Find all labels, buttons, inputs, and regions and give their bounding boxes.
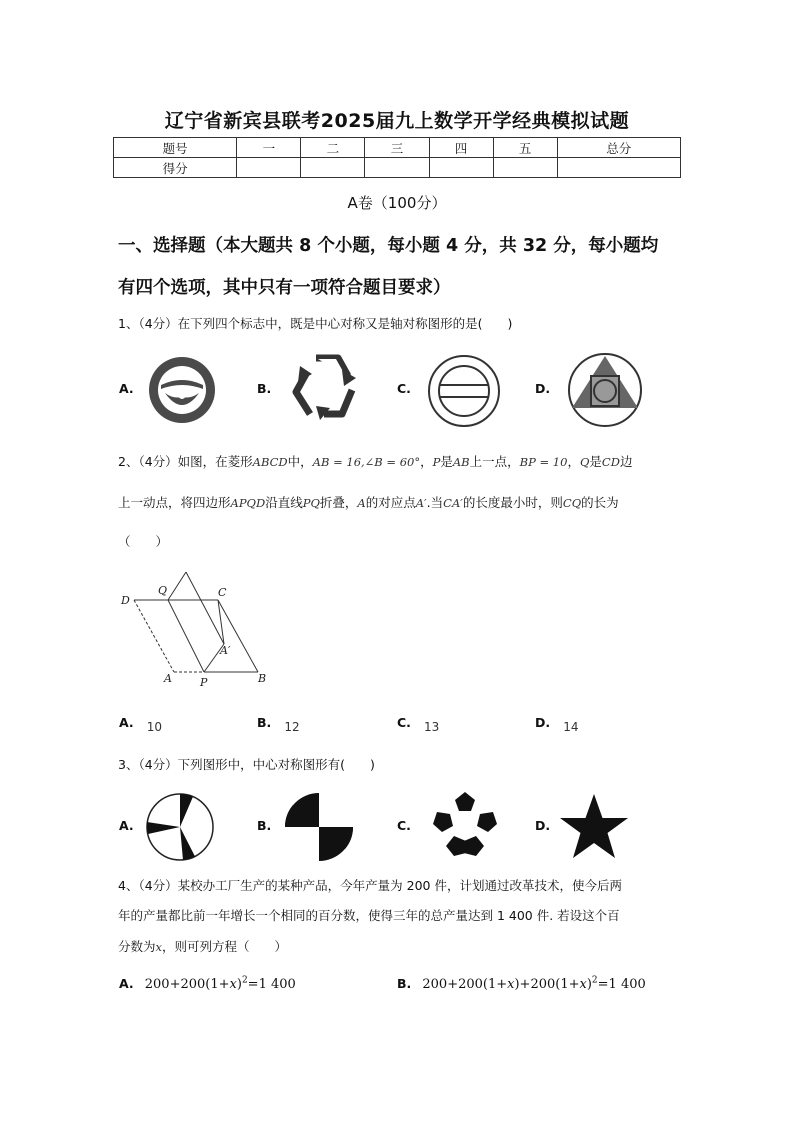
q2-text: 的长度最小时，则 bbox=[462, 495, 563, 510]
eq-part: =1 400 bbox=[247, 977, 296, 992]
eq-part: 200+200(1+ bbox=[422, 977, 508, 992]
q1-stem: 1、（4分）在下列四个标志中，既是中心对称又是轴对称图形的是( ) bbox=[118, 316, 513, 331]
q1-option-d-label[interactable]: D. bbox=[535, 381, 551, 396]
q4-option-a-label: A. bbox=[119, 976, 134, 991]
q2-option-c[interactable] bbox=[397, 712, 440, 734]
vertex-label-d: D bbox=[121, 594, 130, 607]
page-title: 辽宁省新宾县联考2025届九上数学开学经典模拟试题 bbox=[164, 110, 630, 132]
eq-part: )+200(1+ bbox=[514, 977, 580, 992]
q2-option-c-label: C. bbox=[397, 715, 411, 730]
q2-rhombus-figure bbox=[118, 566, 278, 690]
q1-option-c-label[interactable]: C. bbox=[397, 381, 411, 396]
q2-text: 上一动点，将四边形 bbox=[118, 495, 231, 510]
eq-part: ) bbox=[586, 977, 592, 992]
score-header-cell: 三 bbox=[365, 138, 429, 158]
q4-text: ，则可列方程（ ） bbox=[162, 939, 288, 954]
q4-text: 分数为 bbox=[118, 939, 156, 954]
q2-option-b-value: 12 bbox=[284, 720, 300, 734]
eq-part: ) bbox=[236, 977, 242, 992]
q3-pinwheel-icon bbox=[283, 791, 355, 863]
part1-heading-line1: 一、选择题（本大题共 8 个小题，每小题 4 分，共 32 分，每小题均 bbox=[118, 236, 659, 256]
q4-option-b-equation bbox=[422, 977, 645, 992]
score-table-header-row bbox=[114, 138, 681, 158]
vertex-label-a-prime: A′ bbox=[220, 644, 231, 657]
score-header-cell: 一 bbox=[237, 138, 301, 158]
q2-option-a-value: 10 bbox=[146, 720, 163, 734]
q2-text: 的长为 bbox=[581, 495, 619, 510]
q3-circle-sectors-icon bbox=[145, 792, 215, 862]
q2-text: 沿直线 bbox=[265, 495, 303, 510]
vertex-label-p: P bbox=[200, 676, 208, 689]
q2-text: 折叠， bbox=[319, 495, 358, 510]
q2-text: 边 bbox=[619, 454, 633, 469]
q2-stem-line2 bbox=[118, 493, 619, 511]
vertex-label-a: A bbox=[164, 672, 172, 685]
vertex-label-q: Q bbox=[158, 584, 168, 597]
q2-text: ， bbox=[420, 454, 433, 469]
eq-part: =1 400 bbox=[597, 977, 646, 992]
q3-star-icon bbox=[558, 792, 630, 862]
q2-option-b[interactable] bbox=[257, 712, 300, 734]
q2-text: 是 bbox=[440, 454, 453, 469]
score-header-cell: 五 bbox=[493, 138, 557, 158]
q2-math: AB = 16,∠B = 60° bbox=[312, 455, 421, 469]
score-header-cell: 四 bbox=[429, 138, 493, 158]
eq-var: x bbox=[579, 977, 587, 992]
q3-stem: 3、（4分）下列图形中，中心对称图形有( ) bbox=[118, 757, 375, 772]
q4-option-a-equation bbox=[145, 977, 296, 992]
eq-var: x bbox=[507, 977, 515, 992]
q2-option-c-value: 13 bbox=[424, 720, 440, 734]
q2-option-d-value: 14 bbox=[563, 720, 579, 734]
eq-part: 200+200(1+ bbox=[144, 977, 230, 992]
q1-recycle-icon bbox=[286, 348, 368, 428]
q1-option-a-label[interactable]: A. bbox=[119, 381, 134, 396]
q2-text: 中， bbox=[287, 454, 313, 469]
score-table bbox=[113, 137, 681, 178]
score-header-cell: 总分 bbox=[557, 138, 680, 158]
q2-option-d-label: D. bbox=[535, 715, 551, 730]
section-a-title: A卷（100分） bbox=[347, 194, 447, 212]
q4-stem-line1: 4、（4分）某校办工厂生产的某种产品，今年产量为 200 件，计划通过改革技术，使今后两 bbox=[118, 878, 622, 893]
q2-math: A′ bbox=[415, 496, 427, 510]
eq-exponent: 2 bbox=[241, 975, 248, 986]
q2-math: A bbox=[357, 496, 366, 510]
q3-option-d-label[interactable]: D. bbox=[535, 818, 551, 833]
q4-math-x: x bbox=[155, 940, 163, 954]
q4-option-a[interactable] bbox=[119, 973, 296, 992]
score-cell[interactable] bbox=[237, 158, 301, 178]
q2-math: CA′ bbox=[443, 496, 463, 510]
q1-option-b-label[interactable]: B. bbox=[257, 381, 272, 396]
q2-math: Q bbox=[579, 455, 590, 469]
q2-text: 的对应点 bbox=[365, 495, 416, 510]
score-table-row bbox=[114, 158, 681, 178]
q2-stem-line1 bbox=[118, 452, 632, 470]
q3-option-a-label[interactable]: A. bbox=[119, 818, 134, 833]
score-cell[interactable] bbox=[493, 158, 557, 178]
q2-text: 上一点， bbox=[469, 454, 520, 469]
q2-math: PQ bbox=[302, 496, 320, 510]
score-cell[interactable] bbox=[557, 158, 680, 178]
vertex-label-b: B bbox=[258, 672, 267, 685]
q2-math: ABCD bbox=[252, 455, 288, 469]
eq-exponent: 2 bbox=[591, 975, 598, 986]
score-row-label: 得分 bbox=[114, 158, 237, 178]
score-header-cell: 题号 bbox=[114, 138, 237, 158]
q4-stem-line2: 年的产量都比前一年增长一个相同的百分数，使得三年的总产量达到 1 400 件. 若设这个百 bbox=[118, 908, 620, 923]
q2-math: CD bbox=[601, 455, 620, 469]
vertex-label-c: C bbox=[218, 586, 227, 599]
q2-option-d[interactable] bbox=[535, 712, 579, 734]
q2-text: 是 bbox=[589, 454, 602, 469]
q2-option-a[interactable] bbox=[119, 712, 163, 734]
q3-pentagon-ring-icon bbox=[430, 790, 500, 860]
q3-option-b-label[interactable]: B. bbox=[257, 818, 272, 833]
q1-logo-a-image bbox=[147, 355, 217, 425]
part1-heading-line2: 有四个选项，其中只有一项符合题目要求） bbox=[118, 278, 451, 298]
score-cell[interactable] bbox=[301, 158, 365, 178]
q2-text: 2、（4分）如图，在菱形 bbox=[118, 454, 253, 469]
q2-answer-blank: （ ） bbox=[118, 534, 169, 549]
q4-stem-line3 bbox=[118, 937, 287, 955]
q4-option-b-label: B. bbox=[397, 976, 412, 991]
q2-text: ， bbox=[567, 454, 580, 469]
q2-option-b-label: B. bbox=[257, 715, 272, 730]
q2-text: .当 bbox=[426, 495, 444, 510]
q2-math: P bbox=[432, 455, 441, 469]
q2-math: AB bbox=[452, 455, 470, 469]
score-header-cell: 二 bbox=[301, 138, 365, 158]
q2-math: CQ bbox=[562, 496, 582, 510]
q3-option-c-label[interactable]: C. bbox=[397, 818, 411, 833]
q1-triangle-logo-icon bbox=[567, 352, 643, 428]
q2-option-a-label: A. bbox=[119, 715, 134, 730]
q2-math: BP = 10 bbox=[519, 455, 568, 469]
q2-math: APQD bbox=[230, 496, 266, 510]
q4-option-b[interactable] bbox=[397, 973, 646, 992]
q1-circle-bar-icon bbox=[427, 354, 501, 428]
score-cell[interactable] bbox=[365, 158, 429, 178]
eq-var: x bbox=[229, 977, 237, 992]
score-cell[interactable] bbox=[429, 158, 493, 178]
